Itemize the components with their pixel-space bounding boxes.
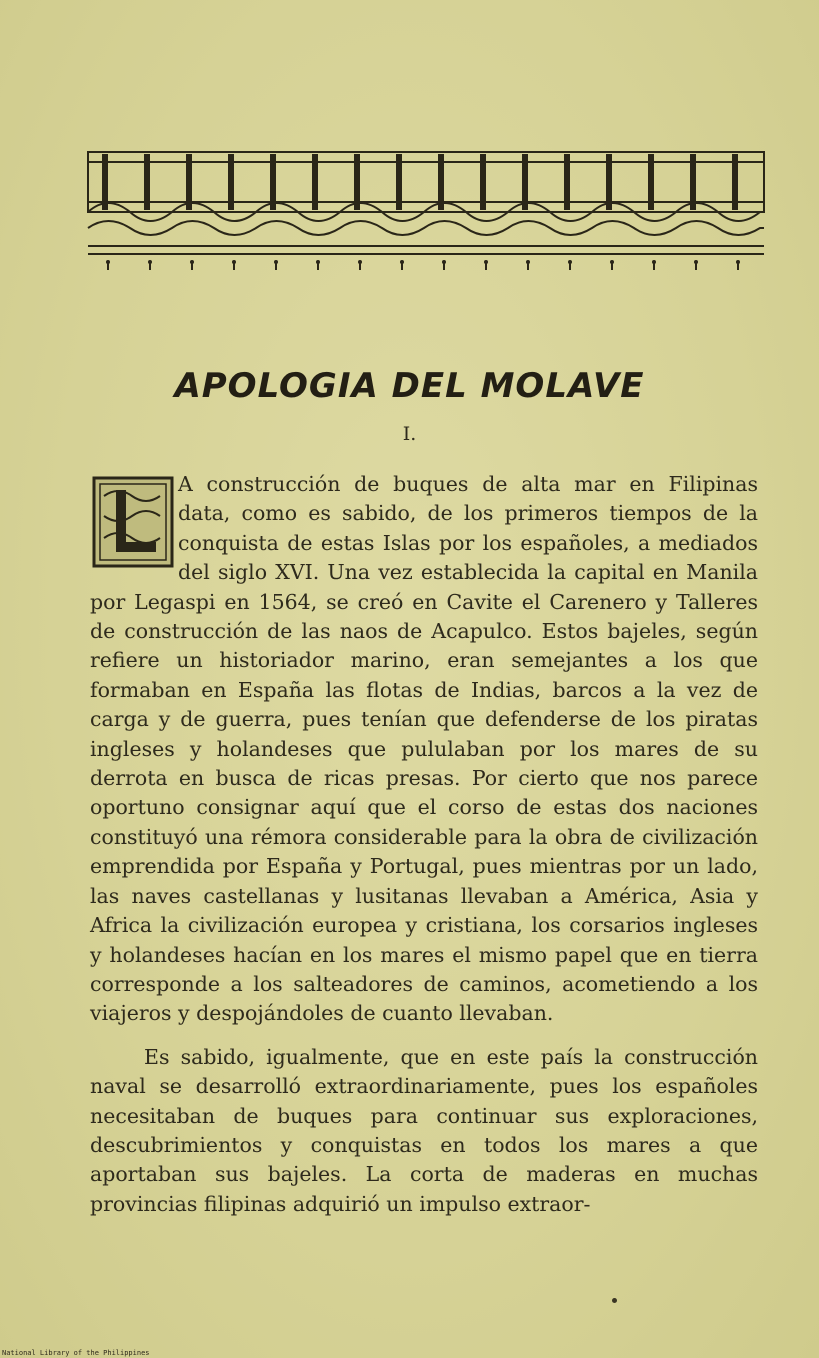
ink-speck [612,1298,617,1303]
page-title: APOLOGIA DEL MOLAVE [174,366,645,406]
drop-cap-spacer [90,470,178,584]
decorative-header-border [86,150,766,280]
section-numeral: I. [402,423,417,445]
paragraph-1: A construcción de buques de alta mar en Filipinas data, como es sabido, de los primeros tiempos de la conquista de estas Islas por los españoles, a mediados del siglo XVI. Una vez establecida la capital en Manila por Legaspi en 1564, se creó en Cavite el Carenero y Talleres de construcción de las naos de Acapulco. Estos bajeles, según refiere un historiador marino, eran semejantes a los que formaban en España las flotas de Indias, barcos a la vez de carga y de guerra, pues tenían que defenderse de los piratas ingleses y holandeses que pululaban por los mares de su derrota en busca de ricas presas. Por cierto que nos parece oportuno consignar aquí que el corso de estas dos naciones constituyó una rémora considerable para la obra de civilización emprendida por España y Portugal, pues mientras por un lado, las naves castellanas y lusitanas llevaban a América, Asia y Africa la civilización europea y cristiana, los corsarios ingleses y holandeses hacían en los mares el mismo papel que en tierra corresponde a los salteadores de caminos, acometiendo a los viajeros y despojándoles de cuanto llevaban. [90,472,758,1026]
paragraph-2: Es sabido, igualmente, que en este país la construcción naval se desarrolló extraordinariamente, pues los españoles necesitaban de buques para continuar sus exploraciones, descubrimientos y conquistas en todos los mares a que aportaban sus bajeles. La corta de maderas en muchas provincias filipinas adquirió un impulso extraor- [90,1044,758,1216]
paragraph-1-block [90,470,758,1029]
body-text [90,470,758,1219]
footer-credit: National Library of the Philippines [2,1349,150,1357]
